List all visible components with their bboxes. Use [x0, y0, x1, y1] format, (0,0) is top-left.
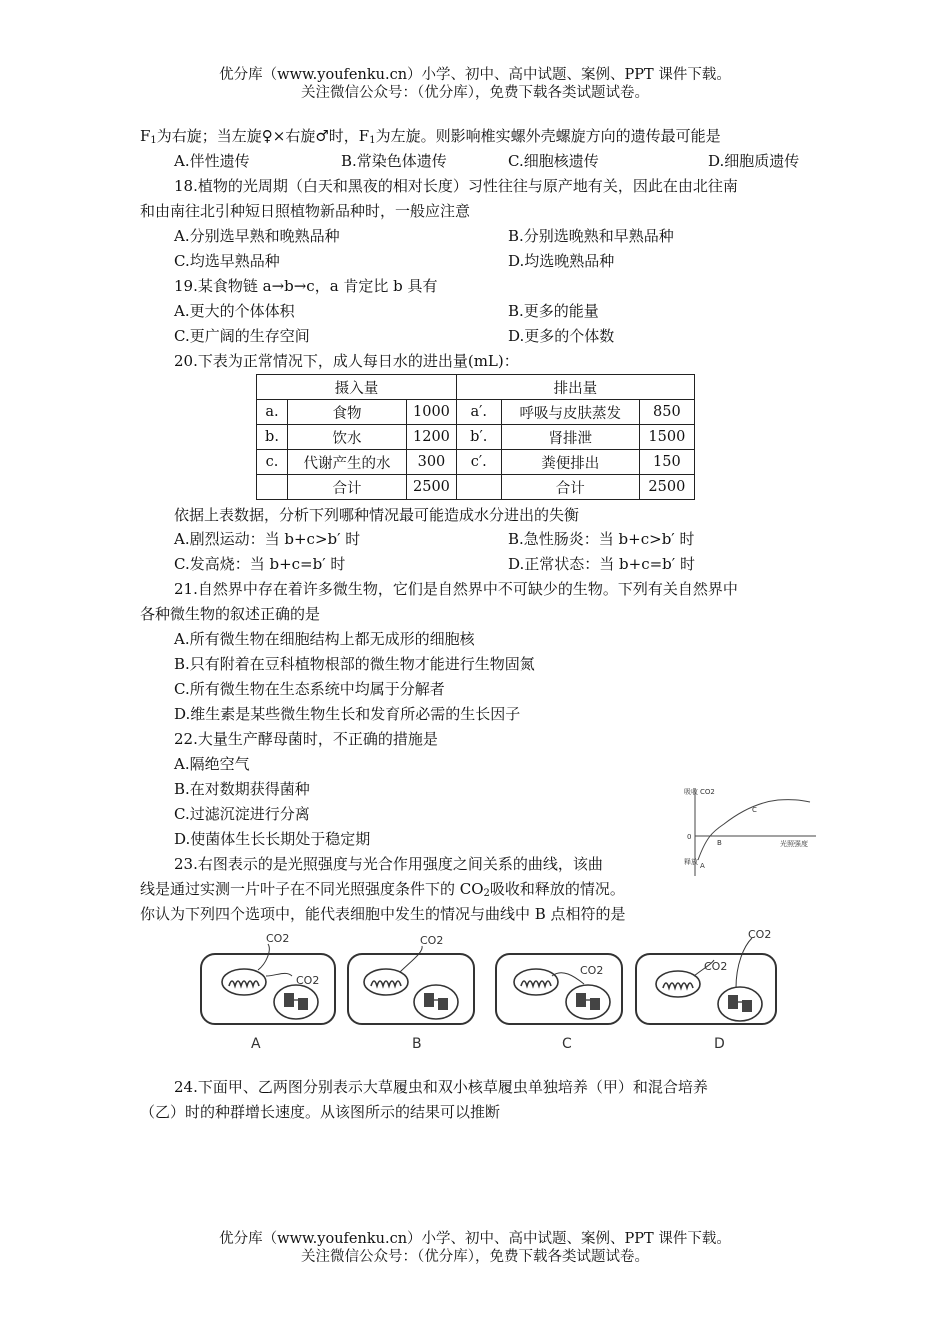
chloroplast	[414, 985, 458, 1019]
footer-line-1: 优分库（www.youfenku.cn）小学、初中、高中试题、案例、PPT 课件下载。	[219, 1231, 731, 1247]
intake-name: 饮水	[288, 425, 407, 450]
intake-name: 代谢产生的水	[288, 450, 407, 475]
header-line-2: 关注微信公众号：（优分库），免费下载各类试题试卷。	[301, 85, 649, 101]
co2-label: CO2	[748, 928, 772, 941]
q17-stem	[140, 126, 721, 151]
output-total-label: 合计	[501, 475, 639, 500]
page-footer	[0, 1230, 950, 1266]
q23-line-2-sub: 2	[483, 888, 490, 899]
y-label-bottom: 释放	[684, 858, 698, 866]
x-label: 光照强度	[780, 840, 808, 848]
y-label-co2: CO2	[700, 788, 715, 796]
q17-option-d: D.细胞质遗传	[708, 152, 800, 170]
q17-stem-a: F	[140, 127, 151, 145]
output-value: 150	[639, 450, 694, 475]
output-name: 肾排泄	[501, 425, 639, 450]
cell-letter: C	[562, 1036, 572, 1052]
intake-value: 1200	[407, 425, 457, 450]
q23-line-2	[140, 879, 625, 904]
q19-option-c: C.更广阔的生存空间	[174, 327, 310, 345]
q23-line-3: 你认为下列四个选项中，能代表细胞中发生的情况与曲线中 B 点相符的是	[140, 905, 626, 923]
mitochondrion	[514, 969, 558, 995]
q17-sub-2: 1	[369, 135, 376, 146]
cell-letter: D	[714, 1036, 725, 1052]
table-total-row	[257, 475, 695, 500]
point-a-label: A	[700, 862, 705, 870]
q21-option-b: B.只有附着在豆科植物根部的微生物才能进行生物固氮	[174, 655, 535, 673]
zero-label: 0	[687, 833, 692, 841]
output-key	[456, 475, 501, 500]
output-value: 1500	[639, 425, 694, 450]
intake-header: 摄入量	[257, 375, 457, 400]
table-row	[257, 450, 695, 475]
water-balance-table	[256, 374, 695, 500]
q21-line-1: 21.自然界中存在着许多微生物，它们是自然界中不可缺少的生物。下列有关自然界中	[174, 580, 738, 598]
mitochondrion	[222, 969, 266, 995]
q21-option-a: A.所有微生物在细胞结构上都无成形的细胞核	[174, 630, 475, 648]
cell-d	[636, 928, 776, 1052]
q23-line-2b: 吸收和释放的情况。	[489, 880, 625, 898]
q18-line-2: 和由南往北引种短日照植物新品种时，一般应注意	[140, 202, 471, 220]
cell-a	[201, 932, 335, 1052]
mitochondrion	[364, 969, 408, 995]
intake-value: 300	[407, 450, 457, 475]
q19-option-a: A.更大的个体体积	[174, 302, 295, 320]
co2-arrow	[266, 973, 292, 976]
footer-line-2: 关注微信公众号：（优分库），免费下载各类试题试卷。	[301, 1249, 649, 1265]
y-label-top: 吸收	[684, 788, 698, 796]
q17-stem-b: 为右旋；当左旋♀×右旋♂时，F	[156, 127, 370, 145]
q20-option-c: C.发高烧：当 b+c=b′ 时	[174, 555, 346, 573]
q21-line-2: 各种微生物的叙述正确的是	[140, 605, 321, 623]
q17-option-a: A.伴性遗传	[174, 152, 250, 170]
mitochondrion	[656, 971, 700, 997]
q18-option-a: A.分别选早熟和晚熟品种	[174, 227, 340, 245]
intake-key	[257, 475, 288, 500]
intake-key: a.	[257, 400, 288, 425]
q22-option-d: D.使菌体生长长期处于稳定期	[174, 830, 371, 848]
q22-option-b: B.在对数期获得菌种	[174, 780, 310, 798]
table-row	[257, 400, 695, 425]
q19-stem: 19.某食物链 a→b→c，a 肯定比 b 具有	[174, 277, 438, 295]
q24-line-2: （乙）时的种群增长速度。从该图所示的结果可以推断	[140, 1103, 501, 1121]
q24-line-1: 24.下面甲、乙两图分别表示大草履虫和双小核草履虫单独培养（甲）和混合培养	[174, 1078, 708, 1096]
q17-option-b: B.常染色体遗传	[341, 152, 447, 170]
q20-option-d: D.正常状态：当 b+c=b′ 时	[508, 555, 695, 573]
chloroplast	[274, 985, 318, 1019]
q20-after: 依据上表数据，分析下列哪种情况最可能造成水分进出的失衡	[174, 506, 580, 524]
output-total-value: 2500	[639, 475, 694, 500]
co2-arrow	[258, 944, 269, 970]
q17-option-c: C.细胞核遗传	[508, 152, 599, 170]
co2-arrow	[400, 946, 422, 972]
co2-arrow	[736, 938, 752, 988]
co2-label: CO2	[580, 964, 604, 977]
q19-option-b: B.更多的能量	[508, 302, 599, 320]
co2-label: CO2	[266, 932, 290, 945]
output-value: 850	[639, 400, 694, 425]
q21-option-d: D.维生素是某些微生物生长和发育所必需的生长因子	[174, 705, 521, 723]
q18-option-b: B.分别选晚熟和早熟品种	[508, 227, 674, 245]
table-header-row	[257, 375, 695, 400]
q20-option-b: B.急性肠炎：当 b+c>b′ 时	[508, 530, 695, 548]
chloroplast	[566, 985, 610, 1019]
header-line-1: 优分库（www.youfenku.cn）小学、初中、高中试题、案例、PPT 课件下载。	[219, 67, 731, 83]
q18-line-1: 18.植物的光周期（白天和黑夜的相对长度）习性往往与原产地有关，因此在由北往南	[174, 177, 738, 195]
output-name: 呼吸与皮肤蒸发	[501, 400, 639, 425]
q18-option-c: C.均选早熟品种	[174, 252, 280, 270]
output-name: 粪便排出	[501, 450, 639, 475]
q20-stem: 20.下表为正常情况下，成人每日水的进出量(mL)：	[174, 352, 519, 370]
intake-key: b.	[257, 425, 288, 450]
table-row	[257, 425, 695, 450]
page-header	[0, 66, 950, 102]
q23-line-1: 23.右图表示的是光照强度与光合作用强度之间关系的曲线，该曲	[174, 855, 603, 873]
output-header: 排出量	[456, 375, 694, 400]
output-key: c′.	[456, 450, 501, 475]
q19-option-d: D.更多的个体数	[508, 327, 615, 345]
co2-label: CO2	[296, 974, 320, 987]
intake-total-label: 合计	[288, 475, 407, 500]
intake-total-value: 2500	[407, 475, 457, 500]
photosynthesis-curve-graph	[682, 780, 820, 880]
q21-option-c: C.所有微生物在生态系统中均属于分解者	[174, 680, 445, 698]
cell-b	[348, 934, 474, 1052]
q23-line-2a: 线是通过实测一片叶子在不同光照强度条件下的 CO	[140, 880, 484, 898]
q18-option-d: D.均选晚熟品种	[508, 252, 615, 270]
point-c-label: C	[752, 806, 757, 814]
q22-stem: 22.大量生产酵母菌时，不正确的措施是	[174, 730, 438, 748]
q17-sub-1: 1	[150, 135, 157, 146]
cell-diagrams	[196, 924, 796, 1056]
chloroplast	[718, 987, 762, 1021]
cell-letter: A	[251, 1036, 261, 1052]
output-key: b′.	[456, 425, 501, 450]
q17-stem-c: 为左旋。则影响椎实螺外壳螺旋方向的遗传最可能是	[375, 127, 721, 145]
cell-letter: B	[412, 1036, 422, 1052]
intake-key: c.	[257, 450, 288, 475]
q22-option-a: A.隔绝空气	[174, 755, 250, 773]
co2-label: CO2	[704, 960, 728, 973]
point-b-label: B	[717, 839, 722, 847]
q22-option-c: C.过滤沉淀进行分离	[174, 805, 310, 823]
co2-label: CO2	[420, 934, 444, 947]
cell-c	[496, 954, 622, 1052]
q20-option-a: A.剧烈运动：当 b+c>b′ 时	[174, 530, 361, 548]
output-key: a′.	[456, 400, 501, 425]
intake-name: 食物	[288, 400, 407, 425]
intake-value: 1000	[407, 400, 457, 425]
